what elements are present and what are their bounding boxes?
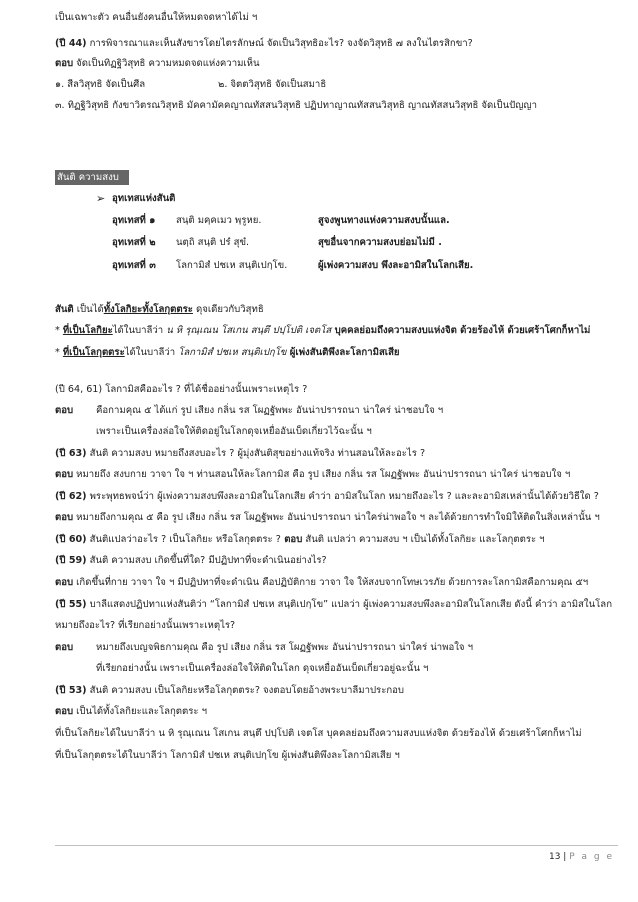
uddesa-pali: โลกามิสํ ปชเห สนฺติเปกฺโข. — [176, 260, 288, 271]
arrow-bullet-icon: ➢ — [96, 192, 106, 205]
page-footer — [549, 851, 614, 863]
answer-line: เพราะเป็นเครื่องล่อใจให้ติดอยู่ในโลกดุจเหยื่ออันเบ็ดเกี่ยวไว้ฉะนั้น ฯ — [96, 426, 372, 437]
list-item: ๑. สีลวิสุทธิ จัดเป็นศีล — [55, 79, 146, 90]
question-line: (ปี 53) สันติ ความสงบ เป็นโลกิยะหรือโลกุตตระ? จงตอบโดยอ้างพระบาลีมาประกอบ — [55, 685, 405, 696]
question-line: หมายถึงอะไร? ที่เรียกอย่างนั้นเพราะเหตุไร? — [55, 620, 236, 631]
list-item: ๒. จิตตวิสุทธิ จัดเป็นสมาธิ — [218, 79, 327, 90]
answer-line: ตอบ หมายถึงกามคุณ ๕ คือ รูป เสียง กลิ่น รส โผฏฐัพพะ อันน่าปรารถนา น่าใคร่น่าพอใจ ฯ ละได้ด้วยการทำใจมิให้ติดในสิ่งเหล่านั้น ฯ — [55, 512, 600, 523]
answer-line: หมายถึงเบญจพิธกามคุณ คือ รูป เสียง กลิ่น รส โผฏฐัพพะ อันน่าปรารถนา น่าใคร่ น่าพอใจ ฯ — [96, 642, 473, 653]
answer-line: ตอบ จัดเป็นทิฏฐิวิสุทธิ ความหมดจดแห่งความเห็น — [55, 58, 260, 69]
answer-line: ตอบ หมายถึง สงบกาย วาจา ใจ ฯ ท่านสอนให้ละโลกามิส คือ รูป เสียง กลิ่น รส โผฏฐัพพะ อันน่าปรารถนา น่าใคร่ น่าชอบใจ ฯ — [55, 469, 571, 480]
list-item: ๓. ทิฏฐิวิสุทธิ กังขาวิตรณวิสุทธิ มัคคามัคคญาณทัสสนวิสุทธิ ปฏิปทาญาณทัสสนวิสุทธิ ญาณทัสสนวิสุทธิ จัดเป็นปัญญา — [55, 100, 537, 111]
answer-line: ที่เป็นโลกุตตระได้ในบาลีว่า โลกามิสํ ปชเห สนฺติเปกฺโข ผู้เพ่งสันติพึงละโลกามิสเสีย ฯ — [55, 750, 400, 761]
question-line: (ปี 55) บาลีแสดงปฏิปทาแห่งสันติว่า “โลกามิสํ ปชเห สนฺติเปกฺโข” แปลว่า ผู้เพ่งความสงบพึงละอามิสในโลกเสีย ดังนี้ คำว่า อามิสในโลก — [55, 599, 612, 610]
question-line: (ปี 63) สันติ ความสงบ หมายถึงสงบอะไร ? ผู้มุ่งสันติสุขอย่างแท้จริง ท่านสอนให้ละอะไร ? — [55, 448, 426, 459]
answer-line: ตอบ เป็นได้ทั้งโลกิยะและโลกุตตระ ฯ — [55, 706, 208, 717]
question-line: (ปี 44) การพิจารณาและเห็นสังขารโดยไตรลักษณ์ จัดเป็นวิสุทธิอะไร? จงจัดวิสุทธิ ๗ ลงในไตรสิกขา? — [55, 38, 473, 49]
page-word: P a g e — [569, 852, 614, 862]
uddesa-label: อุทเทสที่ ๓ — [112, 260, 156, 271]
answer-label: ตอบ — [55, 405, 74, 416]
uddesa-heading: อุทเทสแห่งสันติ — [112, 193, 176, 204]
text-line: เป็นเฉพาะตัว คนอื่นยังคนอื่นให้หมดจดหาได้ไม่ ฯ — [55, 12, 258, 23]
uddesa-translation: สูจงพูนทางแห่งความสงบนั้นแล. — [318, 215, 450, 226]
answer-line: ตอบ เกิดขึ้นที่กาย วาจา ใจ ฯ มีปฏิปทาที่จะดำเนิน คือปฏิบัติกาย วาจา ใจ ให้สงบจากโทษเวรภัย ด้วยการละโลกามิสคือกามคุณ ๕ฯ — [55, 577, 589, 588]
question-line: (ปี 62) พระพุทธพจน์ว่า ผู้เพ่งความสงบพึงละอามิสในโลกเสีย คำว่า อามิสในโลก หมายถึงอะไร ? และละอามิสเหล่านั้นได้ด้วยวิธีใด ? — [55, 491, 599, 502]
footer-separator: | — [563, 852, 567, 862]
uddesa-pali: นตฺถิ สนฺติ ปรํ สุขํ. — [176, 237, 250, 248]
uddesa-label: อุทเทสที่ ๒ — [112, 237, 156, 248]
answer-line: คือกามคุณ ๕ ได้แก่ รูป เสียง กลิ่น รส โผฏฐัพพะ อันน่าปรารถนา น่าใคร่ น่าชอบใจ ฯ — [96, 405, 444, 416]
answer-line: ที่เป็นโลกิยะได้ในบาลีว่า น หิ รุณฺเณน โสเกน สนฺตึ ปปฺโปติ เจตโส บุคคลย่อมถึงความสงบแห่งจิต ด้วยร้องไห้ ด้วยเศร้าโศกก็หาไม่ — [55, 728, 582, 739]
answer-label: ตอบ — [55, 642, 74, 653]
question-line: (ปี 59) สันติ ความสงบ เกิดขึ้นที่ใด? มีปฏิปทาที่จะดำเนินอย่างไร? — [55, 555, 327, 566]
footer-rule — [55, 845, 618, 846]
question-line: (ปี 60) สันติแปลว่าอะไร ? เป็นโลกิยะ หรือโลกุตตระ ? ตอบ สันติ แปลว่า ความสงบ ฯ เป็นได้ทั้งโลกิยะ และโลกุตตระ ฯ — [55, 534, 545, 545]
text-line: * ที่เป็นโลกุตตระได้ในบาลีว่า โลกามิสํ ปชเห สนฺติเปกฺโข ผู้เพ่งสันติพึงละโลกามิสเสีย — [55, 347, 400, 358]
uddesa-label: อุทเทสที่ ๑ — [112, 215, 156, 226]
uddesa-pali: สนฺติ มคฺคเมว พฺรูหย. — [176, 215, 262, 226]
uddesa-translation: สุขอื่นจากความสงบย่อมไม่มี . — [318, 237, 442, 248]
uddesa-translation: ผู้เพ่งความสงบ พึงละอามิสในโลกเสีย. — [318, 260, 474, 271]
text-line: * ที่เป็นโลกิยะได้ในบาลีว่า น หิ รุณฺเณน โสเกน สนฺตึ ปปฺโปติ เจตโส บุคคลย่อมถึงความสงบแห่งจิต ด้วยร้องไห้ ด้วยเศร้าโศกก็หาไม่ — [55, 325, 591, 336]
text-line: สันติ เป็นได้ทั้งโลกิยะทั้งโลกุตตระ ดุจเดียวกับวิสุทธิ — [55, 304, 264, 315]
section-header: สันติ ความสงบ — [55, 170, 129, 185]
question-line: (ปี 64, 61) โลกามิสคืออะไร ? ที่ได้ชื่ออย่างนั้นเพราะเหตุไร ? — [55, 384, 308, 395]
answer-line: ที่เรียกอย่างนั้น เพราะเป็นเครื่องล่อใจให้ติดในโลก ดุจเหยื่ออันเบ็ดเกี่ยวอยู่ฉะนั้น ฯ — [96, 663, 429, 674]
page-number: 13 — [548, 852, 561, 862]
